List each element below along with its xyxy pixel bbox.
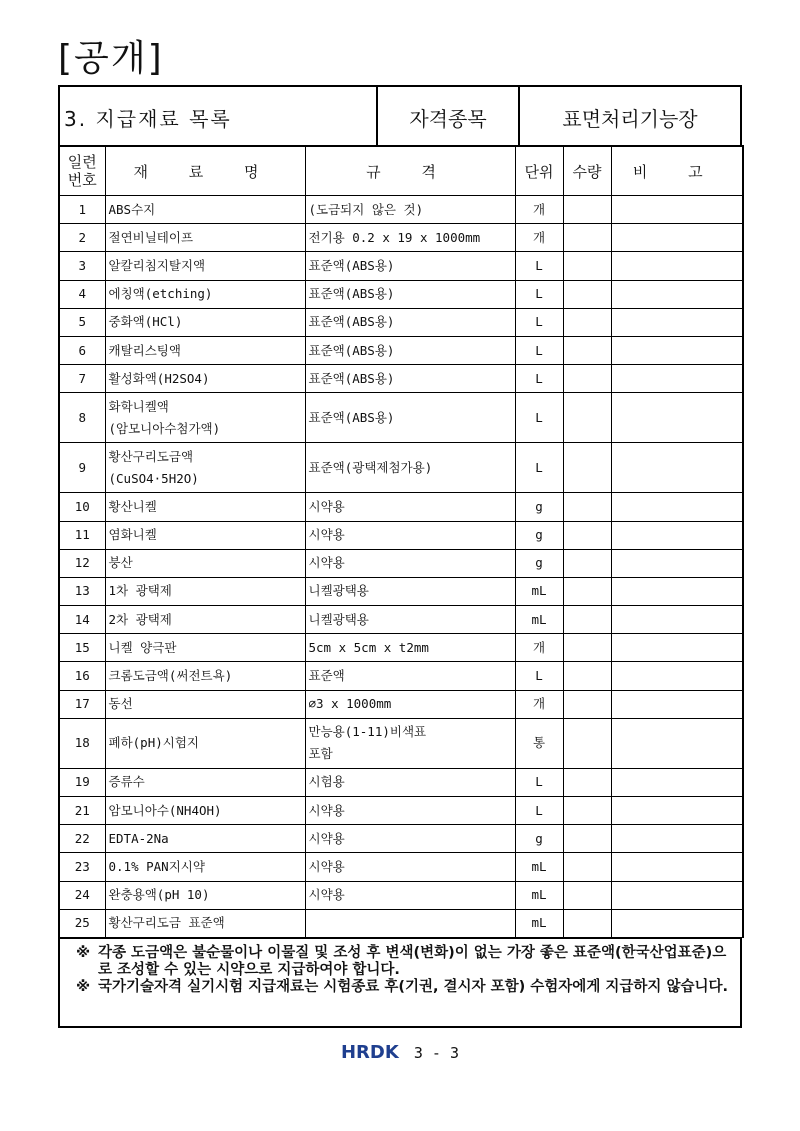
cell-name: 캐탈리스팅액: [105, 336, 305, 364]
cell-spec: 표준액(ABS용): [305, 365, 515, 393]
cell-no: 25: [59, 909, 105, 937]
cell-qty: [563, 224, 611, 252]
cell-qty: [563, 196, 611, 224]
cell-spec: 시약용: [305, 521, 515, 549]
cell-spec: 니켈광택용: [305, 606, 515, 634]
cell-remarks: [611, 825, 743, 853]
table-header-row: [59, 146, 743, 196]
table-row: [59, 577, 743, 605]
cell-unit: L: [515, 336, 563, 364]
cell-unit: mL: [515, 853, 563, 881]
cell-no: 18: [59, 718, 105, 768]
cell-spec: 니켈광택용: [305, 577, 515, 605]
cell-spec: 시약용: [305, 797, 515, 825]
cell-remarks: [611, 718, 743, 768]
note-mark: ※: [76, 979, 91, 995]
cell-no: 9: [59, 443, 105, 493]
cell-spec: 표준액(ABS용): [305, 280, 515, 308]
cell-remarks: [611, 549, 743, 577]
col-name: 재 료 명: [105, 146, 305, 196]
cell-no: 13: [59, 577, 105, 605]
cell-no: 1: [59, 196, 105, 224]
table-row: [59, 853, 743, 881]
cell-spec: 전기용 0.2 x 19 x 1000mm: [305, 224, 515, 252]
cell-remarks: [611, 224, 743, 252]
cell-qty: [563, 308, 611, 336]
cell-remarks: [611, 280, 743, 308]
cell-unit: 개: [515, 224, 563, 252]
cell-name: 크롬도금액(써전트욕): [105, 662, 305, 690]
col-qty: 수량: [563, 146, 611, 196]
cell-spec: 표준액(광택제첨가용): [305, 443, 515, 493]
cell-no: 23: [59, 853, 105, 881]
cell-qty: [563, 853, 611, 881]
cell-remarks: [611, 308, 743, 336]
cell-spec: 시약용: [305, 549, 515, 577]
cell-no: 3: [59, 252, 105, 280]
cell-name: EDTA-2Na: [105, 825, 305, 853]
table-row: [59, 365, 743, 393]
cell-unit: 통: [515, 718, 563, 768]
table-row: [59, 196, 743, 224]
notes-box: [58, 938, 742, 1028]
cell-name: 1차 광택제: [105, 577, 305, 605]
table-row: [59, 718, 743, 768]
cell-name: 붕산: [105, 549, 305, 577]
cell-spec: 표준액(ABS용): [305, 393, 515, 443]
cell-remarks: [611, 690, 743, 718]
cell-unit: L: [515, 308, 563, 336]
cell-qty: [563, 280, 611, 308]
cell-no: 11: [59, 521, 105, 549]
cell-no: 22: [59, 825, 105, 853]
field-value: 표면처리기능장: [518, 87, 740, 147]
cell-name: 증류수: [105, 768, 305, 796]
cell-qty: [563, 493, 611, 521]
cell-spec: 시약용: [305, 853, 515, 881]
cell-qty: [563, 443, 611, 493]
cell-unit: 개: [515, 196, 563, 224]
cell-name: 황산구리도금액 (CuSO4·5H2O): [105, 443, 305, 493]
cell-qty: [563, 393, 611, 443]
cell-unit: mL: [515, 577, 563, 605]
table-row: [59, 768, 743, 796]
cell-unit: mL: [515, 909, 563, 937]
col-unit: 단위: [515, 146, 563, 196]
table-row: [59, 909, 743, 937]
cell-qty: [563, 365, 611, 393]
cell-unit: L: [515, 252, 563, 280]
note-item: [76, 979, 732, 996]
cell-no: 16: [59, 662, 105, 690]
cell-no: 7: [59, 365, 105, 393]
cell-spec: 시약용: [305, 493, 515, 521]
cell-qty: [563, 909, 611, 937]
section-header: [58, 85, 742, 147]
section-title: 3. 지급재료 목록: [64, 106, 232, 131]
cell-unit: L: [515, 768, 563, 796]
table-row: [59, 280, 743, 308]
cell-qty: [563, 549, 611, 577]
cell-qty: [563, 881, 611, 909]
cell-name: 중화액(HCl): [105, 308, 305, 336]
cell-no: 5: [59, 308, 105, 336]
cell-remarks: [611, 521, 743, 549]
cell-qty: [563, 634, 611, 662]
cell-no: 8: [59, 393, 105, 443]
table-row: [59, 690, 743, 718]
cell-unit: L: [515, 443, 563, 493]
cell-unit: mL: [515, 881, 563, 909]
cell-spec: 시험용: [305, 768, 515, 796]
cell-spec: 표준액: [305, 662, 515, 690]
cell-name: ABS수지: [105, 196, 305, 224]
cell-remarks: [611, 768, 743, 796]
cell-remarks: [611, 393, 743, 443]
cell-unit: L: [515, 797, 563, 825]
cell-no: 10: [59, 493, 105, 521]
cell-no: 2: [59, 224, 105, 252]
cell-unit: L: [515, 365, 563, 393]
cell-unit: g: [515, 493, 563, 521]
cell-no: 12: [59, 549, 105, 577]
cell-name: 화학니켈액 (암모니아수첨가액): [105, 393, 305, 443]
cell-name: 폐하(pH)시험지: [105, 718, 305, 768]
cell-qty: [563, 690, 611, 718]
table-row: [59, 224, 743, 252]
cell-remarks: [611, 909, 743, 937]
cell-remarks: [611, 634, 743, 662]
cell-name: 염화니켈: [105, 521, 305, 549]
cell-spec: 5cm x 5cm x t2mm: [305, 634, 515, 662]
cell-unit: L: [515, 280, 563, 308]
cell-spec: 시약용: [305, 825, 515, 853]
cell-qty: [563, 336, 611, 364]
table-row: [59, 336, 743, 364]
cell-spec: 시약용: [305, 881, 515, 909]
cell-unit: 개: [515, 634, 563, 662]
cell-qty: [563, 577, 611, 605]
cell-unit: L: [515, 393, 563, 443]
table-row: [59, 549, 743, 577]
cell-qty: [563, 768, 611, 796]
cell-remarks: [611, 365, 743, 393]
cell-no: 15: [59, 634, 105, 662]
cell-unit: g: [515, 521, 563, 549]
cell-unit: g: [515, 825, 563, 853]
cell-no: 6: [59, 336, 105, 364]
col-spec: 규 격: [305, 146, 515, 196]
cell-remarks: [611, 443, 743, 493]
cell-qty: [563, 718, 611, 768]
field-label: 자격종목: [376, 87, 518, 147]
cell-spec: 표준액(ABS용): [305, 252, 515, 280]
cell-no: 19: [59, 768, 105, 796]
table-row: [59, 606, 743, 634]
cell-spec: 만능용(1-11)비색표 포함: [305, 718, 515, 768]
disclosure-stamp: [공개]: [58, 38, 164, 79]
cell-name: 암모니아수(NH4OH): [105, 797, 305, 825]
hrdk-logo: HRDK: [340, 1042, 399, 1063]
cell-name: 2차 광택제: [105, 606, 305, 634]
cell-no: 21: [59, 797, 105, 825]
page-footer: [0, 1042, 800, 1063]
cell-spec: 표준액(ABS용): [305, 308, 515, 336]
cell-spec: ∅3 x 1000mm: [305, 690, 515, 718]
cell-name: 완충용액(pH 10): [105, 881, 305, 909]
cell-unit: L: [515, 662, 563, 690]
cell-name: 동선: [105, 690, 305, 718]
cell-name: 니켈 양극판: [105, 634, 305, 662]
col-remarks: 비 고: [611, 146, 743, 196]
cell-remarks: [611, 493, 743, 521]
table-row: [59, 521, 743, 549]
cell-remarks: [611, 662, 743, 690]
col-no-label: 일련 번호: [67, 153, 97, 189]
cell-remarks: [611, 252, 743, 280]
table-row: [59, 662, 743, 690]
cell-name: 절연비닐테이프: [105, 224, 305, 252]
cell-spec: (도금되지 않은 것): [305, 196, 515, 224]
cell-unit: 개: [515, 690, 563, 718]
cell-qty: [563, 606, 611, 634]
cell-qty: [563, 252, 611, 280]
table-row: [59, 634, 743, 662]
table-row: [59, 308, 743, 336]
cell-qty: [563, 521, 611, 549]
cell-qty: [563, 825, 611, 853]
table-row: [59, 493, 743, 521]
note-mark: ※: [76, 945, 91, 961]
page-number: 3 - 3: [413, 1044, 459, 1062]
cell-name: 황산니켈: [105, 493, 305, 521]
table-row: [59, 393, 743, 443]
cell-remarks: [611, 336, 743, 364]
note-item: [76, 945, 732, 979]
materials-table: [58, 145, 744, 938]
cell-remarks: [611, 853, 743, 881]
table-row: [59, 252, 743, 280]
note-text: 국가기술자격 실기시험 지급재료는 시험종료 후(기권, 결시자 포함) 수험자에게 지급하지 않습니다.: [98, 979, 728, 995]
cell-no: 14: [59, 606, 105, 634]
cell-spec: 표준액(ABS용): [305, 336, 515, 364]
table-row: [59, 881, 743, 909]
col-no: [59, 146, 105, 196]
cell-name: 활성화액(H2SO4): [105, 365, 305, 393]
table-row: [59, 825, 743, 853]
cell-no: 24: [59, 881, 105, 909]
cell-name: 알칼리침지탈지액: [105, 252, 305, 280]
table-row: [59, 443, 743, 493]
cell-name: 0.1% PAN지시약: [105, 853, 305, 881]
cell-no: 4: [59, 280, 105, 308]
cell-remarks: [611, 577, 743, 605]
cell-unit: mL: [515, 606, 563, 634]
cell-qty: [563, 662, 611, 690]
cell-name: 에칭액(etching): [105, 280, 305, 308]
cell-qty: [563, 797, 611, 825]
cell-remarks: [611, 881, 743, 909]
cell-remarks: [611, 797, 743, 825]
cell-remarks: [611, 196, 743, 224]
cell-name: 황산구리도금 표준액: [105, 909, 305, 937]
cell-no: 17: [59, 690, 105, 718]
table-row: [59, 797, 743, 825]
note-text: 각종 도금액은 불순물이나 이물질 및 조성 후 변색(변화)이 없는 가장 좋은 표준액(한국산업표준)으로 조성할 수 있는 시약으로 지급하여야 합니다.: [98, 945, 727, 978]
cell-unit: g: [515, 549, 563, 577]
cell-remarks: [611, 606, 743, 634]
cell-spec: [305, 909, 515, 937]
